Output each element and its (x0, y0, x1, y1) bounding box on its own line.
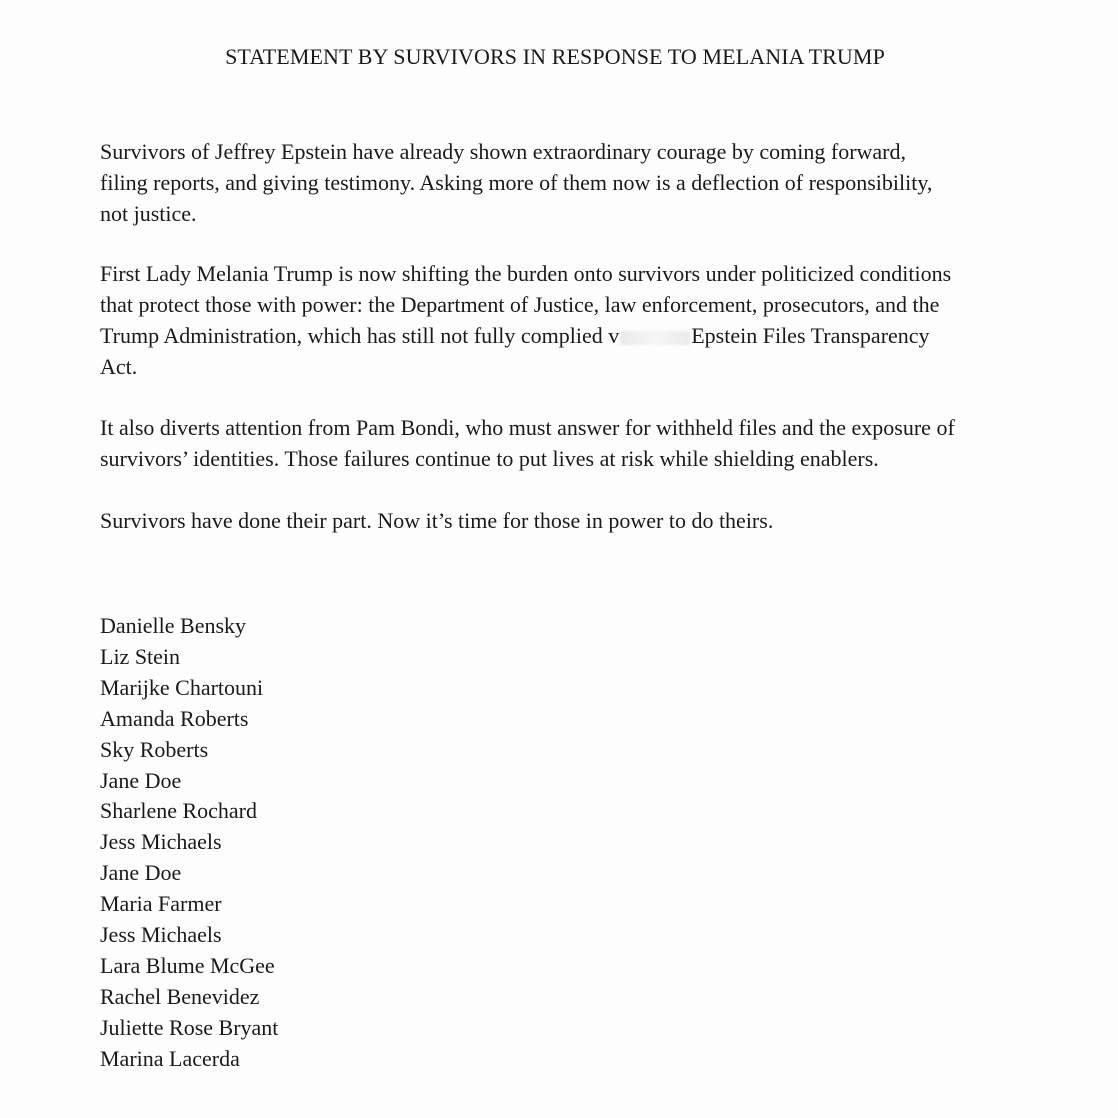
paragraph-1-line-1: Survivors of Jeffrey Epstein have already shown extraordinary courage by coming forward, (100, 139, 906, 164)
paragraph-4 (100, 505, 1020, 536)
signatory-name: Liz Stein (100, 643, 181, 669)
paragraph-2-line-1: First Lady Melania Trump is now shifting the burden onto survivors under politicized conditions (100, 261, 952, 286)
signatory-name: Jane Doe (100, 767, 182, 793)
signatory-name: Rachel Benevidez (100, 983, 260, 1009)
signatory-name: Jane Doe (100, 860, 182, 886)
paragraph-3-line-1: It also diverts attention from Pam Bondi, who must answer for withheld files and the exposure of (100, 415, 955, 440)
paragraph-2 (100, 258, 1020, 382)
signatory-name: Amanda Roberts (100, 705, 249, 731)
signatory-name: Danielle Bensky (100, 613, 247, 638)
paragraph-3 (100, 412, 1020, 474)
redaction-mark (620, 331, 690, 345)
paragraph-1 (100, 136, 1020, 229)
paragraph-4-line-1: Survivors have done their part. Now it’s time for those in power to do theirs. (100, 508, 774, 533)
document-title: STATEMENT BY SURVIVORS IN RESPONSE TO MELANIA TRUMP (225, 44, 885, 69)
signatory-name: Marina Lacerda (100, 1045, 240, 1071)
signatory-list (100, 611, 278, 1075)
paragraph-2-line-2: that protect those with power: the Department of Justice, law enforcement, prosecutors, and the (100, 292, 940, 317)
signatory-name: Lara Blume McGee (100, 952, 275, 978)
paragraph-1-line-3: not justice. (100, 201, 197, 226)
paragraph-2-line-3-before-redaction: Trump Administration, which has still not fully complied v (100, 323, 620, 348)
signatory-name: Sky Roberts (100, 736, 209, 762)
paragraph-2-line-4: Act. (100, 354, 138, 379)
paragraph-1-line-2: filing reports, and giving testimony. Asking more of them now is a deflection of responsibility, (100, 170, 933, 195)
signatory-name: Maria Farmer (100, 891, 222, 917)
signatory-name: Marijke Chartouni (100, 674, 264, 700)
signatory-name: Jess Michaels (100, 829, 222, 855)
signatory-name: Sharlene Rochard (100, 798, 257, 824)
paragraph-3-line-2: survivors’ identities. Those failures continue to put lives at risk while shielding enablers. (100, 446, 879, 471)
paragraph-2-line-3-after-redaction: Epstein Files Transparency (691, 323, 930, 348)
signatory-name: Juliette Rose Bryant (100, 1014, 279, 1040)
signatory-name: Jess Michaels (100, 922, 222, 948)
paragraph-2-line-3 (100, 320, 1020, 351)
